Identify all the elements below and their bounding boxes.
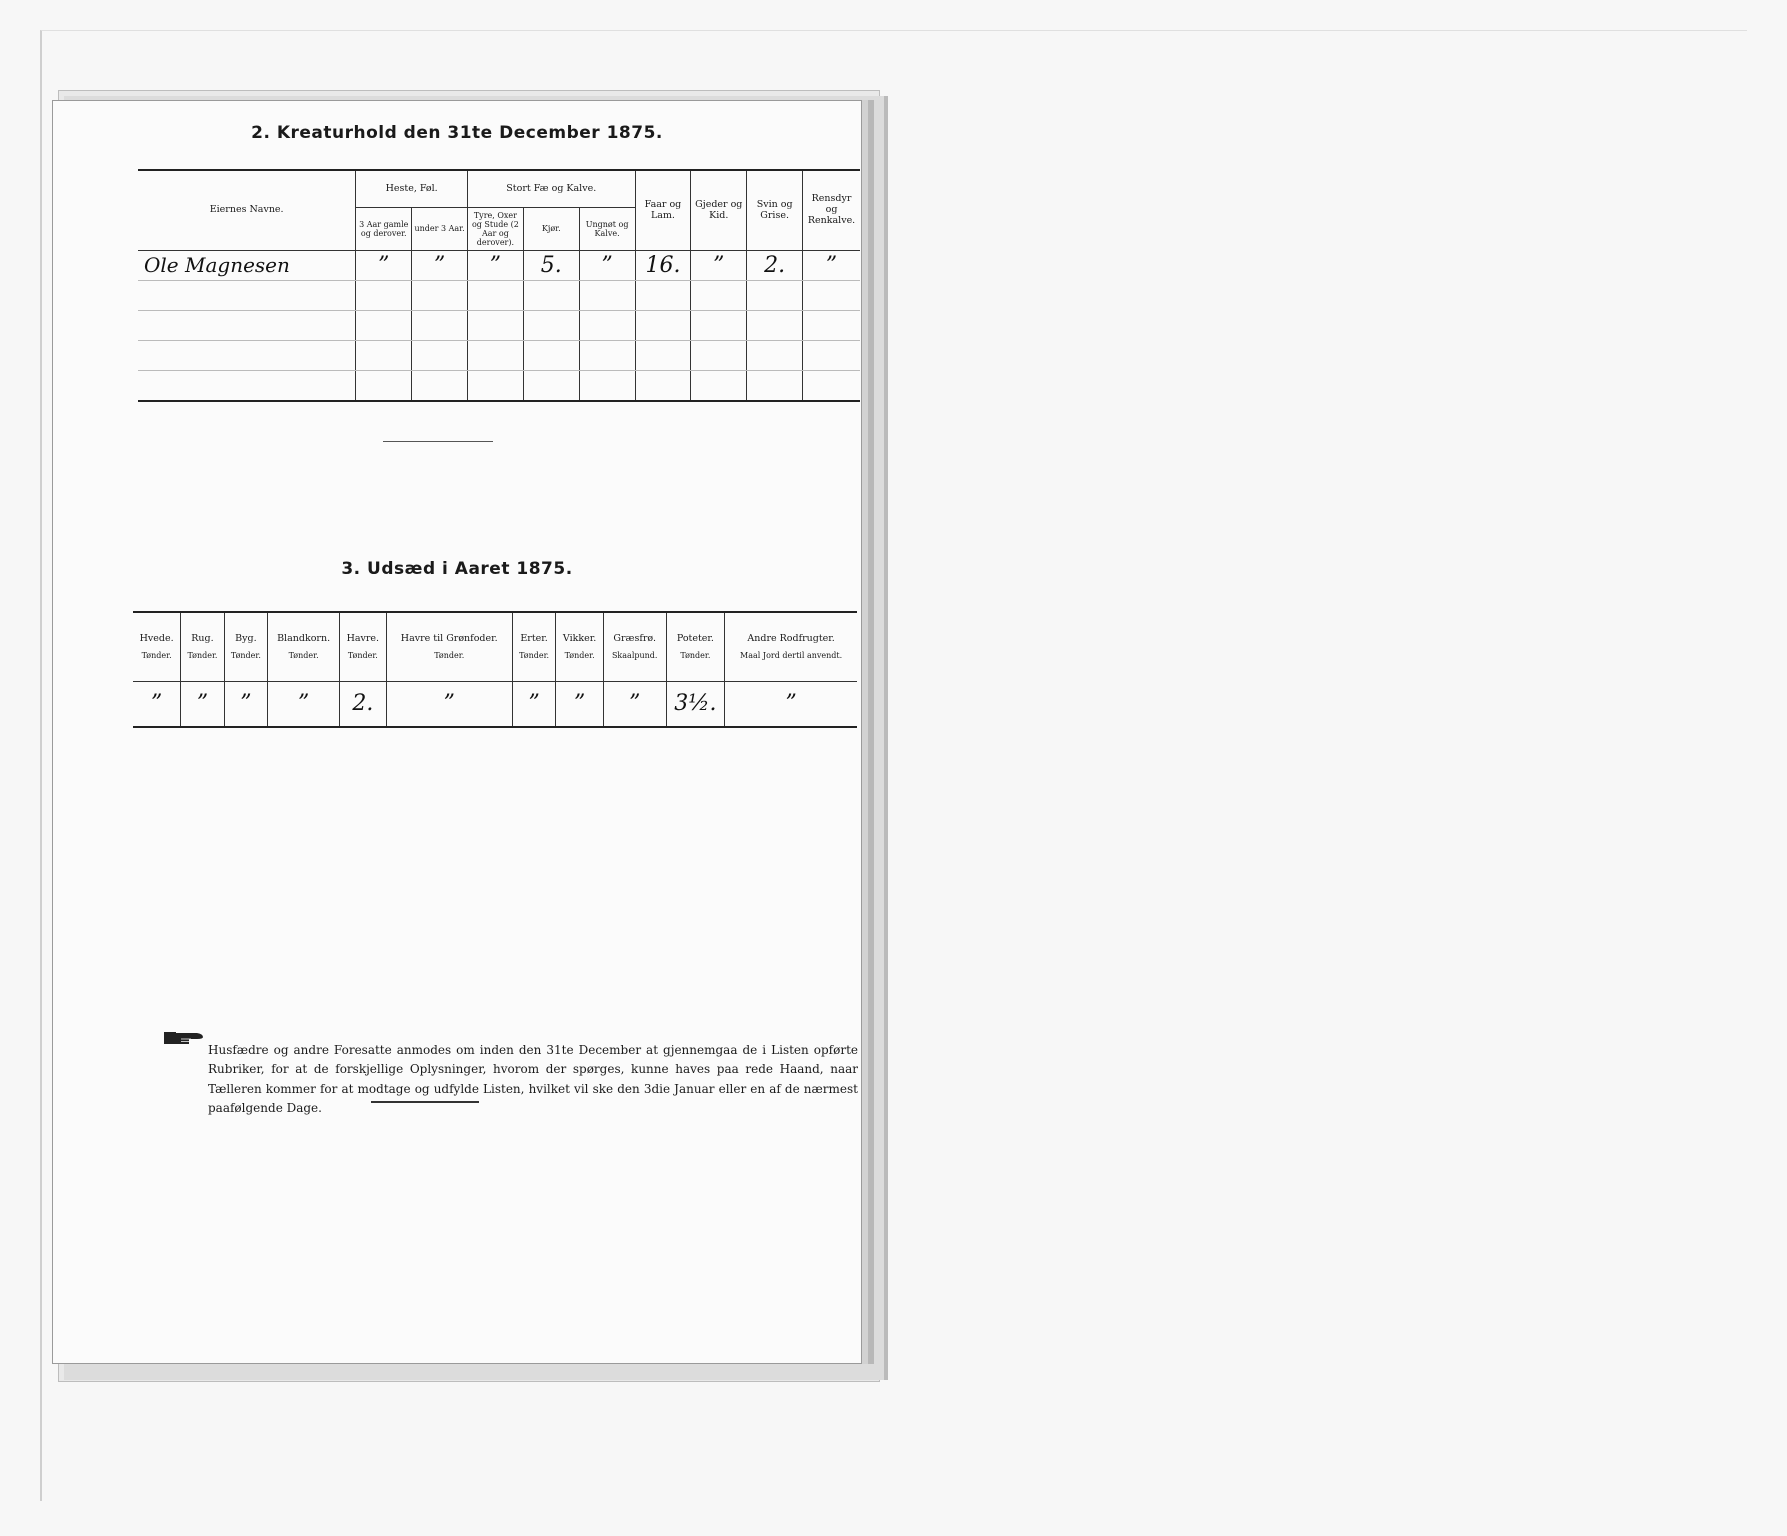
value-vetch: ”	[556, 682, 604, 728]
value-cattle-bulls: ”	[468, 251, 524, 281]
col-owner-names: Eiernes Navne.	[138, 170, 356, 251]
value-horses-under3: ”	[412, 251, 468, 281]
col-oats-green-fodder: Havre til Grønfoder. Tønder.	[386, 612, 512, 682]
col-grass-seed: Græsfrø. Skaalpund.	[603, 612, 666, 682]
col-wheat: Hvede. Tønder.	[133, 612, 181, 682]
value-horses-3plus: ”	[356, 251, 412, 281]
value-peas: ”	[512, 682, 555, 728]
value-potatoes: 3½.	[666, 682, 725, 728]
value-cattle-young: ”	[579, 251, 635, 281]
col-horses-group: Heste, Føl.	[356, 170, 468, 208]
col-reindeer: Rensdyr og Renkalve.	[803, 170, 860, 251]
value-wheat: ”	[150, 691, 163, 717]
closing-rule	[371, 1101, 479, 1103]
value-reindeer: ”	[803, 251, 860, 281]
col-potatoes: Poteter. Tønder.	[666, 612, 725, 682]
value-pigs: 2.	[747, 251, 803, 281]
value-rye: ”	[181, 682, 224, 728]
form-sheet	[52, 100, 862, 1364]
col-horses-3plus: 3 Aar gamle og derover.	[356, 208, 412, 251]
sowing-header-row	[133, 612, 857, 682]
col-cattle-cows: Kjør.	[523, 208, 579, 251]
value-goats: ”	[691, 251, 747, 281]
livestock-row-empty	[138, 371, 860, 402]
col-rye: Rug. Tønder.	[181, 612, 224, 682]
section-3-title: 3. Udsæd i Aaret 1875.	[341, 559, 573, 579]
owner-name: Ole Magnesen	[138, 251, 356, 281]
notice-text: Husfædre og andre Foresatte anmodes om inden den 31te December at gjennemgaa de i Listen opførte Rubriker, for at de forskjellige Oplysninger, hvorom der spørges, kunne haves paa rede Haand, naar Tælleren kommer for at modtage og udfylde Listen, hvilket vil ske den 3die Januar eller en af de nærmest paafølgende Dage.	[208, 1043, 858, 1116]
separator-rule	[383, 441, 493, 442]
col-pigs: Svin og Grise.	[747, 170, 803, 251]
value-oats-green-fodder: ”	[386, 682, 512, 728]
col-vetch: Vikker. Tønder.	[556, 612, 604, 682]
value-barley: ”	[224, 682, 267, 728]
col-cattle-young: Ungnøt og Kalve.	[579, 208, 635, 251]
col-barley: Byg. Tønder.	[224, 612, 267, 682]
livestock-header-row-1	[138, 170, 860, 208]
value-grass-seed: ”	[603, 682, 666, 728]
livestock-row-empty	[138, 281, 860, 311]
value-other-root-crops: ”	[725, 682, 857, 728]
col-cattle-bulls: Tyre, Oxer og Stude (2 Aar og derover).	[468, 208, 524, 251]
livestock-table	[138, 169, 860, 402]
pointing-hand-icon	[163, 1027, 207, 1049]
col-peas: Erter. Tønder.	[512, 612, 555, 682]
sowing-table	[133, 611, 857, 728]
col-goats: Gjeder og Kid.	[691, 170, 747, 251]
value-cattle-cows: 5.	[523, 251, 579, 281]
livestock-row-empty	[138, 341, 860, 371]
livestock-row	[138, 251, 860, 281]
col-cattle-group: Stort Fæ og Kalve.	[468, 170, 636, 208]
col-sheep: Faar og Lam.	[635, 170, 691, 251]
col-horses-under3: under 3 Aar.	[412, 208, 468, 251]
col-mixed-grain: Blandkorn. Tønder.	[268, 612, 340, 682]
col-oats: Havre. Tønder.	[340, 612, 387, 682]
value-sheep: 16.	[635, 251, 691, 281]
value-mixed-grain: ”	[268, 682, 340, 728]
sowing-row	[133, 682, 857, 728]
col-other-root-crops: Andre Rodfrugter. Maal Jord dertil anvendt.	[725, 612, 857, 682]
livestock-row-empty	[138, 311, 860, 341]
section-2-title: 2. Kreaturhold den 31te December 1875.	[251, 123, 663, 143]
value-oats: 2.	[340, 682, 387, 728]
